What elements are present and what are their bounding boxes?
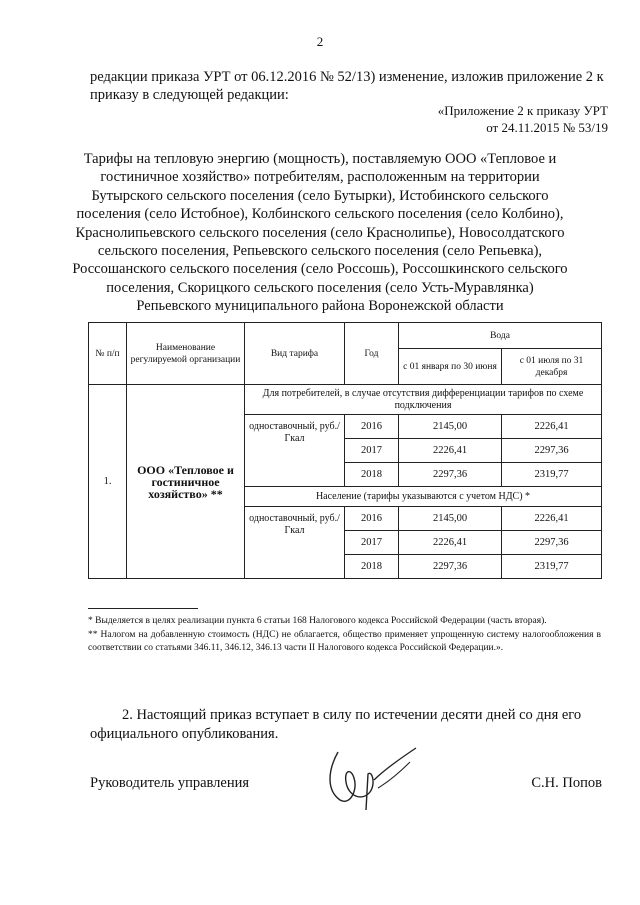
value-cell: 2145,00 bbox=[399, 507, 502, 531]
value-cell: 2226,41 bbox=[502, 415, 602, 439]
title-line: гостиничное хозяйство» потребителям, расположенным на территории bbox=[100, 169, 540, 186]
title-line: Тарифы на тепловую энергию (мощность), поставляемую ООО «Тепловое и bbox=[83, 151, 557, 167]
row-number: 1. bbox=[89, 385, 127, 579]
intro-paragraph: редакции приказа УРТ от 06.12.2016 № 52/13) изменение, изложив приложение 2 к приказу в следующей редакции: bbox=[90, 69, 604, 103]
tariff-type-cell: одноставочный, руб./Гкал bbox=[245, 507, 345, 579]
year-cell: 2017 bbox=[345, 531, 399, 555]
value-cell: 2226,41 bbox=[399, 531, 502, 555]
footnote-2: ** Налогом на добавленную стоимость (НДС) не облагается, общество применяет упрощенную систему налогообложения в соответствии со статьями 346.11, 346.12, 346.13 части II Налогового кодекса Российской Федерации.». bbox=[88, 630, 601, 653]
title-line: Краснолипьевского сельского поселения (село Краснолипье), Новосолдатского bbox=[75, 224, 565, 241]
value-cell: 2297,36 bbox=[399, 555, 502, 579]
value-cell: 2297,36 bbox=[399, 463, 502, 487]
year-cell: 2016 bbox=[345, 415, 399, 439]
year-cell: 2017 bbox=[345, 439, 399, 463]
value-cell: 2226,41 bbox=[399, 439, 502, 463]
document-title bbox=[70, 150, 570, 316]
title-line: поселения (село Истобное), Колбинского сельского поселения (село Колбино), bbox=[76, 206, 564, 223]
header-org: Наименование регулируемой организации bbox=[127, 323, 245, 385]
value-cell: 2319,77 bbox=[502, 463, 602, 487]
value-cell: 2319,77 bbox=[502, 555, 602, 579]
year-cell: 2016 bbox=[345, 507, 399, 531]
title-line: сельского поселения, Репьевского сельского поселения (село Репьевка), bbox=[97, 243, 543, 260]
title-line: Репьевского муниципального района Воронежской области bbox=[136, 298, 504, 315]
signatory-name: С.Н. Попов bbox=[531, 775, 602, 791]
appendix-line-2: от 24.11.2015 № 53/19 bbox=[486, 120, 608, 135]
header-period-2: с 01 июля по 31 декабря bbox=[502, 349, 602, 385]
handwritten-signature bbox=[318, 740, 428, 820]
tariff-type-cell: одноставочный, руб./Гкал bbox=[245, 415, 345, 487]
title-line: поселения, Скорицкого сельского поселения (село Усть-Муравлянка) bbox=[106, 279, 534, 296]
header-year: Год bbox=[345, 323, 399, 385]
year-cell: 2018 bbox=[345, 463, 399, 487]
tariff-table bbox=[88, 322, 602, 579]
appendix-line-1: «Приложение 2 к приказу УРТ bbox=[437, 103, 608, 118]
organization-name: ООО «Тепловое и гостиничное хозяйство» ** bbox=[127, 385, 245, 579]
header-water: Вода bbox=[399, 323, 602, 349]
appendix-reference bbox=[438, 102, 608, 136]
header-period-1: с 01 января по 30 июня bbox=[399, 349, 502, 385]
header-num: № п/п bbox=[89, 323, 127, 385]
clause-2: 2. Настоящий приказ вступает в силу по истечении десяти дней со дня его официального опубликования. bbox=[90, 707, 582, 742]
value-cell: 2226,41 bbox=[502, 507, 602, 531]
title-line: Россошанского сельского поселения (село Россошь), Россошкинского сельского bbox=[72, 261, 568, 278]
footnotes bbox=[88, 615, 601, 656]
section-1-label: Для потребителей, в случае отсутствия дифференциации тарифов по схеме подключения bbox=[245, 385, 602, 415]
year-cell: 2018 bbox=[345, 555, 399, 579]
footnote-separator bbox=[88, 608, 198, 609]
value-cell: 2297,36 bbox=[502, 439, 602, 463]
section-2-label: Население (тарифы указываются с учетом НДС) * bbox=[245, 487, 602, 507]
signatory-position: Руководитель управления bbox=[90, 775, 250, 791]
value-cell: 2297,36 bbox=[502, 531, 602, 555]
footnote-1: * Выделяется в целях реализации пункта 6 статьи 168 Налогового кодекса Российской Федерации (часть вторая). bbox=[88, 616, 547, 626]
page-number: 2 bbox=[316, 34, 324, 49]
value-cell: 2145,00 bbox=[399, 415, 502, 439]
title-line: Бутырского сельского поселения (село Бутырки), Истобинского сельского bbox=[91, 187, 549, 204]
header-tariff-type: Вид тарифа bbox=[245, 323, 345, 385]
